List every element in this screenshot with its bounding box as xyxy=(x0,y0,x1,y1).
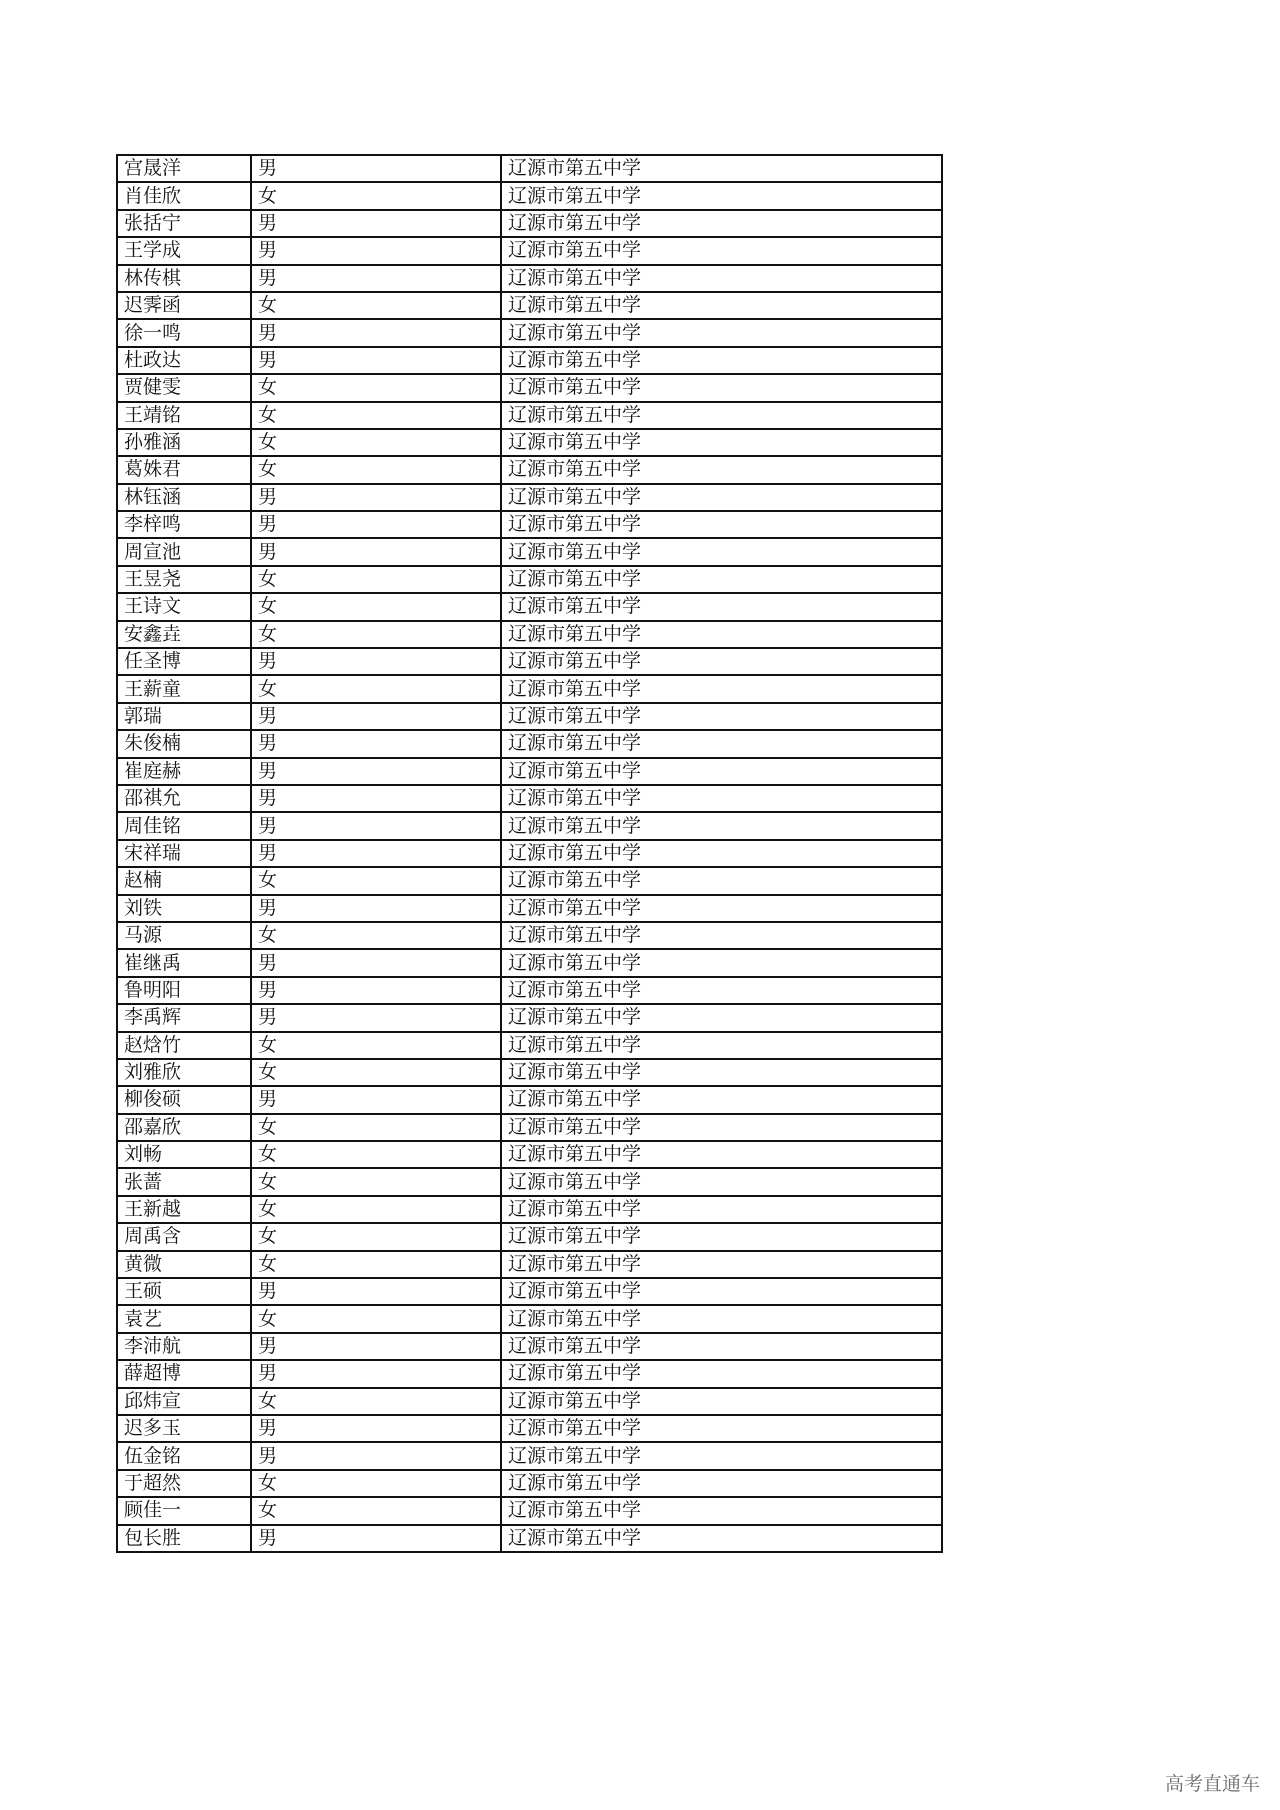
table-row xyxy=(117,1223,942,1250)
gender-cell: 女 xyxy=(251,675,501,702)
gender-cell: 女 xyxy=(251,621,501,648)
student-name-cell: 宋祥瑞 xyxy=(117,840,251,867)
student-name-cell: 柳俊硕 xyxy=(117,1086,251,1113)
table-row xyxy=(117,812,942,839)
school-cell: 辽源市第五中学 xyxy=(501,730,942,757)
student-name-cell: 赵焓竹 xyxy=(117,1032,251,1059)
gender-cell: 女 xyxy=(251,456,501,483)
gender-cell: 男 xyxy=(251,1086,501,1113)
student-name-cell: 黄微 xyxy=(117,1251,251,1278)
school-cell: 辽源市第五中学 xyxy=(501,895,942,922)
student-name-cell: 孙雅涵 xyxy=(117,429,251,456)
roster-body xyxy=(117,155,942,1552)
gender-cell: 男 xyxy=(251,1415,501,1442)
table-row xyxy=(117,758,942,785)
student-name-cell: 伍金铭 xyxy=(117,1442,251,1469)
table-row xyxy=(117,566,942,593)
school-cell: 辽源市第五中学 xyxy=(501,1141,942,1168)
school-cell: 辽源市第五中学 xyxy=(501,785,942,812)
table-row xyxy=(117,1196,942,1223)
student-name-cell: 崔庭赫 xyxy=(117,758,251,785)
student-name-cell: 安鑫垚 xyxy=(117,621,251,648)
gender-cell: 男 xyxy=(251,347,501,374)
student-name-cell: 宫晟洋 xyxy=(117,155,251,182)
gender-cell: 男 xyxy=(251,730,501,757)
gender-cell: 女 xyxy=(251,1223,501,1250)
gender-cell: 男 xyxy=(251,758,501,785)
student-name-cell: 赵楠 xyxy=(117,867,251,894)
student-name-cell: 袁艺 xyxy=(117,1305,251,1332)
student-name-cell: 邵祺允 xyxy=(117,785,251,812)
student-name-cell: 包长胜 xyxy=(117,1525,251,1552)
student-name-cell: 周禹含 xyxy=(117,1223,251,1250)
school-cell: 辽源市第五中学 xyxy=(501,538,942,565)
table-row xyxy=(117,1168,942,1195)
gender-cell: 男 xyxy=(251,1333,501,1360)
table-row xyxy=(117,538,942,565)
table-row xyxy=(117,1114,942,1141)
table-row xyxy=(117,265,942,292)
student-name-cell: 刘畅 xyxy=(117,1141,251,1168)
school-cell: 辽源市第五中学 xyxy=(501,867,942,894)
table-row xyxy=(117,1004,942,1031)
watermark: 高考直通车 xyxy=(1164,1773,1260,1795)
gender-cell: 女 xyxy=(251,402,501,429)
gender-cell: 女 xyxy=(251,1305,501,1332)
table-row xyxy=(117,1333,942,1360)
school-cell: 辽源市第五中学 xyxy=(501,1525,942,1552)
table-row xyxy=(117,703,942,730)
gender-cell: 男 xyxy=(251,155,501,182)
table-row xyxy=(117,977,942,1004)
table-row xyxy=(117,895,942,922)
student-name-cell: 朱俊楠 xyxy=(117,730,251,757)
table-row xyxy=(117,1141,942,1168)
student-name-cell: 郭瑞 xyxy=(117,703,251,730)
school-cell: 辽源市第五中学 xyxy=(501,429,942,456)
school-cell: 辽源市第五中学 xyxy=(501,621,942,648)
table-row xyxy=(117,1470,942,1497)
student-name-cell: 李梓鸣 xyxy=(117,511,251,538)
gender-cell: 女 xyxy=(251,1470,501,1497)
table-row xyxy=(117,675,942,702)
table-row xyxy=(117,1415,942,1442)
gender-cell: 男 xyxy=(251,210,501,237)
school-cell: 辽源市第五中学 xyxy=(501,840,942,867)
school-cell: 辽源市第五中学 xyxy=(501,1086,942,1113)
student-name-cell: 迟霁函 xyxy=(117,292,251,319)
school-cell: 辽源市第五中学 xyxy=(501,511,942,538)
student-name-cell: 李禹辉 xyxy=(117,1004,251,1031)
student-name-cell: 刘雅欣 xyxy=(117,1059,251,1086)
gender-cell: 女 xyxy=(251,593,501,620)
gender-cell: 男 xyxy=(251,484,501,511)
school-cell: 辽源市第五中学 xyxy=(501,675,942,702)
school-cell: 辽源市第五中学 xyxy=(501,1388,942,1415)
table-row xyxy=(117,1032,942,1059)
school-cell: 辽源市第五中学 xyxy=(501,1333,942,1360)
gender-cell: 男 xyxy=(251,319,501,346)
student-name-cell: 李沛航 xyxy=(117,1333,251,1360)
school-cell: 辽源市第五中学 xyxy=(501,210,942,237)
student-name-cell: 于超然 xyxy=(117,1470,251,1497)
school-cell: 辽源市第五中学 xyxy=(501,1497,942,1524)
school-cell: 辽源市第五中学 xyxy=(501,1415,942,1442)
gender-cell: 男 xyxy=(251,840,501,867)
school-cell: 辽源市第五中学 xyxy=(501,1059,942,1086)
table-row xyxy=(117,429,942,456)
table-row xyxy=(117,511,942,538)
student-name-cell: 王学成 xyxy=(117,237,251,264)
table-row xyxy=(117,182,942,209)
table-row xyxy=(117,1251,942,1278)
table-row xyxy=(117,1305,942,1332)
student-name-cell: 王诗文 xyxy=(117,593,251,620)
student-name-cell: 王新越 xyxy=(117,1196,251,1223)
table-row xyxy=(117,374,942,401)
gender-cell: 女 xyxy=(251,1059,501,1086)
school-cell: 辽源市第五中学 xyxy=(501,1442,942,1469)
school-cell: 辽源市第五中学 xyxy=(501,1223,942,1250)
gender-cell: 女 xyxy=(251,1168,501,1195)
gender-cell: 男 xyxy=(251,785,501,812)
gender-cell: 女 xyxy=(251,1196,501,1223)
student-name-cell: 顾佳一 xyxy=(117,1497,251,1524)
gender-cell: 男 xyxy=(251,812,501,839)
school-cell: 辽源市第五中学 xyxy=(501,182,942,209)
gender-cell: 女 xyxy=(251,922,501,949)
student-name-cell: 崔继禹 xyxy=(117,949,251,976)
table-row xyxy=(117,867,942,894)
school-cell: 辽源市第五中学 xyxy=(501,1114,942,1141)
school-cell: 辽源市第五中学 xyxy=(501,402,942,429)
table-row xyxy=(117,949,942,976)
gender-cell: 男 xyxy=(251,977,501,1004)
gender-cell: 男 xyxy=(251,949,501,976)
table-row xyxy=(117,319,942,346)
school-cell: 辽源市第五中学 xyxy=(501,237,942,264)
student-name-cell: 王硕 xyxy=(117,1278,251,1305)
student-name-cell: 邵嘉欣 xyxy=(117,1114,251,1141)
student-roster-table xyxy=(116,154,943,1553)
school-cell: 辽源市第五中学 xyxy=(501,566,942,593)
student-name-cell: 肖佳欣 xyxy=(117,182,251,209)
school-cell: 辽源市第五中学 xyxy=(501,1032,942,1059)
student-name-cell: 林钰涵 xyxy=(117,484,251,511)
gender-cell: 男 xyxy=(251,895,501,922)
school-cell: 辽源市第五中学 xyxy=(501,949,942,976)
school-cell: 辽源市第五中学 xyxy=(501,648,942,675)
student-name-cell: 张括宁 xyxy=(117,210,251,237)
table-row xyxy=(117,1497,942,1524)
table-row xyxy=(117,621,942,648)
gender-cell: 男 xyxy=(251,237,501,264)
student-name-cell: 周宣池 xyxy=(117,538,251,565)
school-cell: 辽源市第五中学 xyxy=(501,1278,942,1305)
table-row xyxy=(117,237,942,264)
student-name-cell: 林传棋 xyxy=(117,265,251,292)
student-name-cell: 王薪童 xyxy=(117,675,251,702)
gender-cell: 女 xyxy=(251,374,501,401)
student-name-cell: 马源 xyxy=(117,922,251,949)
school-cell: 辽源市第五中学 xyxy=(501,703,942,730)
gender-cell: 男 xyxy=(251,1525,501,1552)
school-cell: 辽源市第五中学 xyxy=(501,319,942,346)
school-cell: 辽源市第五中学 xyxy=(501,265,942,292)
table-row xyxy=(117,1442,942,1469)
student-name-cell: 邱炜宣 xyxy=(117,1388,251,1415)
gender-cell: 女 xyxy=(251,1114,501,1141)
table-row xyxy=(117,922,942,949)
gender-cell: 男 xyxy=(251,265,501,292)
student-name-cell: 张蔷 xyxy=(117,1168,251,1195)
gender-cell: 女 xyxy=(251,566,501,593)
school-cell: 辽源市第五中学 xyxy=(501,347,942,374)
school-cell: 辽源市第五中学 xyxy=(501,155,942,182)
school-cell: 辽源市第五中学 xyxy=(501,812,942,839)
gender-cell: 男 xyxy=(251,511,501,538)
gender-cell: 男 xyxy=(251,703,501,730)
student-name-cell: 周佳铭 xyxy=(117,812,251,839)
gender-cell: 男 xyxy=(251,1278,501,1305)
table-row xyxy=(117,840,942,867)
gender-cell: 男 xyxy=(251,648,501,675)
school-cell: 辽源市第五中学 xyxy=(501,1305,942,1332)
student-name-cell: 任圣博 xyxy=(117,648,251,675)
student-name-cell: 刘铁 xyxy=(117,895,251,922)
school-cell: 辽源市第五中学 xyxy=(501,593,942,620)
school-cell: 辽源市第五中学 xyxy=(501,484,942,511)
table-row xyxy=(117,347,942,374)
gender-cell: 女 xyxy=(251,1251,501,1278)
table-row xyxy=(117,484,942,511)
school-cell: 辽源市第五中学 xyxy=(501,1360,942,1387)
table-row xyxy=(117,648,942,675)
table-row xyxy=(117,210,942,237)
table-row xyxy=(117,292,942,319)
gender-cell: 女 xyxy=(251,429,501,456)
school-cell: 辽源市第五中学 xyxy=(501,758,942,785)
gender-cell: 男 xyxy=(251,1004,501,1031)
school-cell: 辽源市第五中学 xyxy=(501,1251,942,1278)
table-row xyxy=(117,1278,942,1305)
school-cell: 辽源市第五中学 xyxy=(501,374,942,401)
table-row xyxy=(117,402,942,429)
gender-cell: 女 xyxy=(251,292,501,319)
gender-cell: 男 xyxy=(251,1360,501,1387)
table-row xyxy=(117,593,942,620)
student-name-cell: 迟多玉 xyxy=(117,1415,251,1442)
table-row xyxy=(117,456,942,483)
student-name-cell: 贾健雯 xyxy=(117,374,251,401)
gender-cell: 女 xyxy=(251,867,501,894)
table-row xyxy=(117,1086,942,1113)
table-row xyxy=(117,1360,942,1387)
table-row xyxy=(117,1059,942,1086)
student-name-cell: 王昱尧 xyxy=(117,566,251,593)
gender-cell: 女 xyxy=(251,1388,501,1415)
table-row xyxy=(117,155,942,182)
gender-cell: 男 xyxy=(251,1442,501,1469)
student-name-cell: 徐一鸣 xyxy=(117,319,251,346)
table-row xyxy=(117,730,942,757)
table-row xyxy=(117,1525,942,1552)
student-name-cell: 葛姝君 xyxy=(117,456,251,483)
student-name-cell: 薛超博 xyxy=(117,1360,251,1387)
table-row xyxy=(117,785,942,812)
student-name-cell: 王靖铭 xyxy=(117,402,251,429)
student-name-cell: 鲁明阳 xyxy=(117,977,251,1004)
gender-cell: 女 xyxy=(251,1032,501,1059)
school-cell: 辽源市第五中学 xyxy=(501,1470,942,1497)
gender-cell: 男 xyxy=(251,538,501,565)
school-cell: 辽源市第五中学 xyxy=(501,977,942,1004)
school-cell: 辽源市第五中学 xyxy=(501,456,942,483)
gender-cell: 女 xyxy=(251,1141,501,1168)
gender-cell: 女 xyxy=(251,1497,501,1524)
gender-cell: 女 xyxy=(251,182,501,209)
school-cell: 辽源市第五中学 xyxy=(501,1196,942,1223)
school-cell: 辽源市第五中学 xyxy=(501,1168,942,1195)
school-cell: 辽源市第五中学 xyxy=(501,922,942,949)
school-cell: 辽源市第五中学 xyxy=(501,292,942,319)
student-name-cell: 杜政达 xyxy=(117,347,251,374)
school-cell: 辽源市第五中学 xyxy=(501,1004,942,1031)
table-row xyxy=(117,1388,942,1415)
